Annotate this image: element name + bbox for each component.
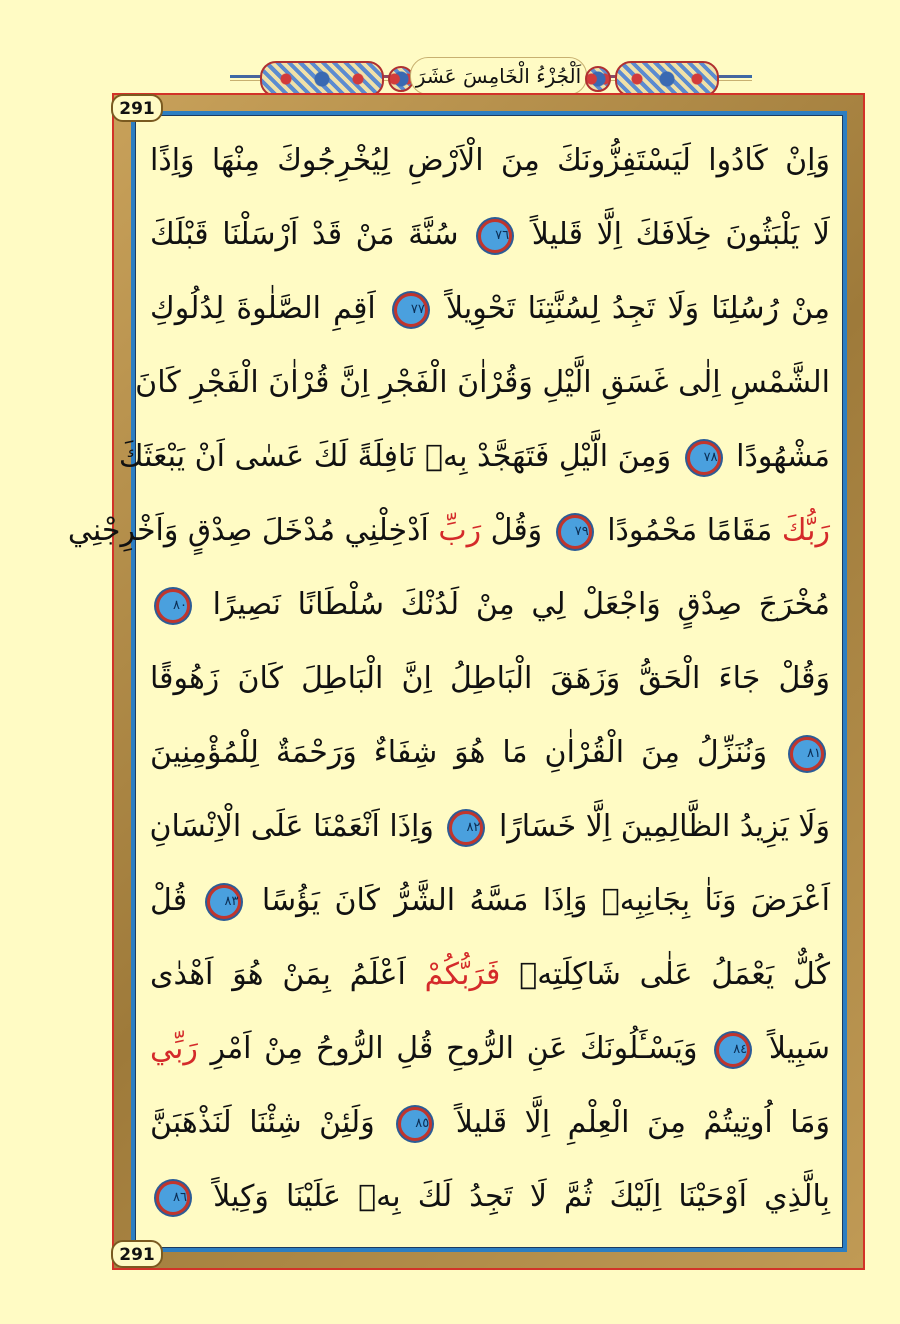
- ornament-right-icon: [615, 61, 719, 97]
- page-number-bottom: 291: [111, 1240, 163, 1268]
- verse-number-marker: ٧٨: [687, 441, 721, 475]
- verse-number-marker: ٧٧: [394, 293, 428, 327]
- text-line: [150, 790, 830, 864]
- text-line: [150, 198, 830, 272]
- verse-text: وَمِنَ الَّيْلِ فَتَهَجَّدْ بِهٖ نَافِلَةً لَكَ عَسٰى اَنْ يَبْعَثَكَ: [118, 439, 681, 474]
- ornament-left-icon: [260, 61, 384, 97]
- verse-text: سَبِيلاً: [756, 1031, 830, 1066]
- verse-number-marker: ٨٤: [716, 1033, 750, 1067]
- text-line: [150, 938, 830, 1012]
- verse-text: وَقُلْ: [481, 513, 552, 548]
- text-line: [67, 494, 830, 568]
- divine-name-text: فَرَبُّكُمْ: [424, 957, 501, 992]
- verse-text: مَقَامًا مَحْمُودًا: [597, 513, 782, 548]
- text-line: [150, 716, 830, 790]
- verse-text: لَا يَلْبَثُونَ خِلَافَكَ اِلَّا قَليلاً: [518, 217, 830, 252]
- verse-text: وَنُنَزِّلُ مِنَ الْقُرْاٰنِ مَا هُوَ شِفَاءٌ وَرَحْمَةٌ لِلْمُؤْمِنِينَ: [150, 735, 784, 770]
- text-line: [150, 272, 830, 346]
- verse-text: اَعْرَضَ وَنَاٰ بِجَانِبِهٖ وَاِذَا مَسَّهُ الشَّرُّ كَانَ يَؤُسًا: [247, 883, 830, 918]
- ornament-rosette-right-icon: [585, 66, 611, 92]
- divine-name-text: رَبِّي: [150, 1031, 198, 1066]
- verse-text: سُنَّةَ مَنْ قَدْ اَرْسَلْنَا قَبْلَكَ: [150, 217, 473, 252]
- verse-number-marker: ٨٠: [156, 589, 190, 623]
- text-line: [150, 864, 830, 938]
- verse-text: وَاِذَا اَنْعَمْنَا عَلَى الْاِنْسَانِ: [149, 809, 444, 844]
- juz-title: اَلْجُزْءُ الْخَامِسَ عَشَرَ: [410, 57, 587, 95]
- text-line: [150, 1086, 830, 1160]
- verse-text: وَيَسْـَٔلُونَكَ عَنِ الرُّوحِ قُلِ الرُّوحُ مِنْ اَمْرِ: [197, 1031, 711, 1066]
- text-line: [150, 1160, 830, 1234]
- text-line: [150, 568, 830, 642]
- text-line: [135, 346, 830, 420]
- verse-text: كُلٌّ يَعْمَلُ عَلٰى شَاكِلَتِهٖ: [500, 957, 831, 992]
- divine-name-text: رَبُّكَ: [781, 513, 830, 548]
- verse-text: الشَّمْسِ اِلٰى غَسَقِ الَّيْلِ وَقُرْاٰنَ الْفَجْرِ اِنَّ قُرْاٰنَ الْفَجْرِ كَانَ: [135, 365, 830, 400]
- text-line: [118, 420, 830, 494]
- verse-text: وَمَا اُوتِيتُمْ مِنَ الْعِلْمِ اِلَّا قَليلاً: [438, 1105, 830, 1140]
- verse-number-marker: ٧٩: [558, 515, 592, 549]
- verse-text: وَاِنْ كَادُوا لَيَسْتَفِزُّونَكَ مِنَ الْاَرْضِ لِيُخْرِجُوكَ مِنْهَا وَاِذًا: [150, 143, 830, 178]
- verse-text: قُلْ: [150, 883, 202, 918]
- verse-text: اَدْخِلْنِي مُدْخَلَ صِدْقٍ وَاَخْرِجْنِي: [67, 513, 439, 548]
- verse-number-marker: ٨٣: [207, 885, 241, 919]
- text-line: [150, 124, 830, 198]
- verse-number-marker: ٨٢: [449, 811, 483, 845]
- verse-text: اَعْلَمُ بِمَنْ هُوَ اَهْدٰى: [150, 957, 425, 992]
- verse-number-marker: ٧٦: [478, 219, 512, 253]
- page-number-top: 291: [111, 94, 163, 122]
- verse-text: وَلَا يَزِيدُ الظَّالِمِينَ اِلَّا خَسَارًا: [489, 809, 830, 844]
- verse-text: بِالَّذِي اَوْحَيْنَا اِلَيْكَ ثُمَّ لَا تَجِدُ لَكَ بِهٖ عَلَيْنَا وَكِيلاً: [196, 1179, 830, 1214]
- verse-text: مُخْرَجَ صِدْقٍ وَاجْعَلْ لِي مِنْ لَدُنْكَ سُلْطَانًا نَصِيرًا: [196, 587, 830, 622]
- verse-number-marker: ٨٥: [398, 1107, 432, 1141]
- verse-text: مِنْ رُسُلِنَا وَلَا تَجِدُ لِسُنَّتِنَا تَحْوِيلاً: [433, 291, 830, 326]
- verse-text: اَقِمِ الصَّلٰوةَ لِدُلُوكِ: [150, 291, 388, 326]
- verse-text: وَقُلْ جَاءَ الْحَقُّ وَزَهَقَ الْبَاطِلُ اِنَّ الْبَاطِلَ كَانَ زَهُوقًا: [150, 661, 830, 696]
- verse-text: مَشْهُودًا: [726, 439, 830, 474]
- verse-number-marker: ٨٦: [156, 1181, 190, 1215]
- verse-number-marker: ٨١: [790, 737, 824, 771]
- text-line: [150, 1012, 830, 1086]
- text-line: [150, 642, 830, 716]
- divine-name-text: رَبِّ: [438, 513, 482, 548]
- verse-text: وَلَئِنْ شِئْنَا لَنَذْهَبَنَّ: [150, 1105, 393, 1140]
- quran-text-body: [67, 124, 831, 1234]
